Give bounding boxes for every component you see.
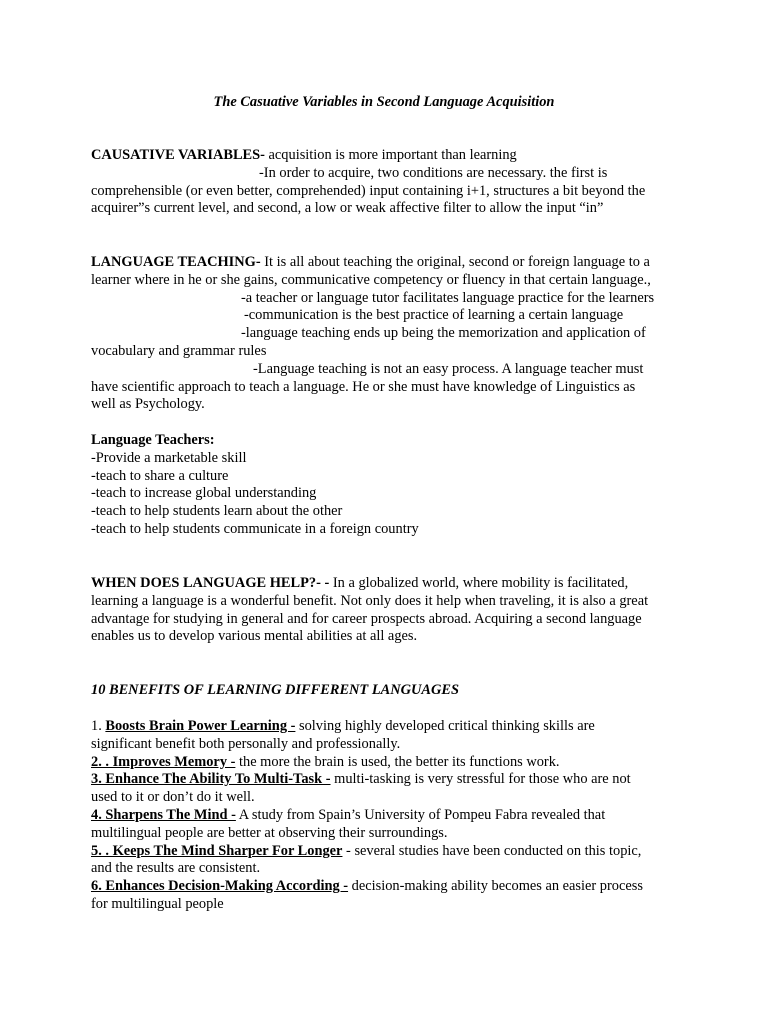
benefit-6-line-2: for multilingual people — [91, 895, 224, 912]
benefit-1-title: Boosts Brain Power Learning - — [105, 718, 296, 734]
help-line-0 — [91, 575, 691, 593]
benefit-3-title: 3. Enhance The Ability To Multi-Task - — [91, 771, 331, 788]
benefit-1-number: 1. — [91, 718, 106, 734]
teaching-line-3: -communication is the best practice of learning a certain language — [244, 307, 624, 324]
benefit-4-line-1 — [91, 807, 691, 825]
teaching-heading: LANGUAGE TEACHING- — [91, 254, 261, 270]
benefit-6-line-1 — [91, 878, 691, 896]
benefit-1-text: solving highly developed critical thinking skills are — [295, 718, 595, 734]
benefit-6-text: decision-making ability becomes an easier process — [348, 878, 643, 895]
teachers-item: -teach to increase global understanding — [91, 485, 317, 502]
benefit-1-line-2: significant benefit both personally and professionally. — [91, 735, 401, 752]
teaching-line-4: -language teaching ends up being the memorization and application of — [241, 325, 646, 342]
benefit-4-text: A study from Spain’s University of Pompeu Fabra revealed that — [235, 806, 606, 823]
causative-section — [91, 147, 691, 218]
benefit-3-line-2: used to it or don’t do it well. — [91, 789, 255, 806]
teachers-section — [91, 432, 691, 539]
causative-line-0 — [91, 147, 691, 165]
teachers-item: -teach to help students learn about the other — [91, 503, 343, 520]
teaching-section — [91, 254, 691, 414]
help-intro: In a globalized world, where mobility is facilitated, — [329, 575, 629, 591]
help-line-1: learning a language is a wonderful benefit. Not only does it help when traveling, it is also a great — [91, 592, 649, 609]
benefit-5-line-1 — [91, 843, 691, 861]
teaching-line-6: -Language teaching is not an easy process. A language teacher must — [253, 360, 644, 377]
benefit-4-line-2: multilingual people are better at observing their surroundings. — [91, 824, 448, 841]
causative-line-2: comprehensible (or even better, comprehended) input containing i+1, structures a bit beyond the — [91, 182, 646, 199]
document-title: The Casuative Variables in Second Language Acquisition — [213, 94, 555, 110]
teachers-item: -teach to share a culture — [91, 467, 229, 484]
benefit-2-line-1 — [91, 754, 691, 772]
help-line-3: enables us to develop various mental abilities at all ages. — [91, 628, 418, 645]
benefit-5-text: - several studies have been conducted on this topic, — [342, 842, 642, 859]
teaching-line-2: -a teacher or language tutor facilitates language practice for the learners — [241, 289, 655, 306]
teaching-line-0 — [91, 254, 691, 272]
benefit-3-line-1 — [91, 771, 691, 789]
benefits-list — [91, 718, 691, 914]
teaching-line-1: learner where in he or she gains, communicative competency or fluency in that certain language., — [91, 271, 651, 288]
benefit-2-text: the more the brain is used, the better its functions work. — [235, 753, 560, 770]
teaching-intro: It is all about teaching the original, second or foreign language to a — [260, 254, 650, 270]
causative-intro: acquisition is more important than learning — [264, 147, 517, 163]
help-section — [91, 575, 691, 646]
benefits-heading: 10 BENEFITS OF LEARNING DIFFERENT LANGUAGES — [91, 682, 459, 698]
teachers-item: -Provide a marketable skill — [91, 449, 247, 466]
help-line-2: advantage for studying in general and for career prospects abroad. Acquiring a second language — [91, 610, 642, 627]
benefit-6-title: 6. Enhances Decision-Making According - — [91, 878, 349, 895]
help-heading: WHEN DOES LANGUAGE HELP?- - — [91, 575, 330, 591]
benefit-5-title: 5. . Keeps The Mind Sharper For Longer — [91, 842, 343, 859]
teachers-heading-text: Language Teachers: — [91, 432, 215, 448]
benefits-heading-block — [91, 682, 691, 700]
teaching-line-5: vocabulary and grammar rules — [91, 342, 267, 359]
causative-heading: CAUSATIVE VARIABLES- — [91, 147, 265, 163]
benefit-3-text: multi-tasking is very stressful for those who are not — [330, 771, 631, 788]
benefit-2-title: 2. . Improves Memory - — [91, 753, 236, 770]
causative-line-3: acquirer”s current level, and second, a low or weak affective filter to allow the input “in” — [91, 200, 604, 217]
benefit-4-title: 4. Sharpens The Mind - — [91, 806, 236, 823]
teaching-line-7: have scientific approach to teach a language. He or she must have knowledge of Linguistics as — [91, 378, 636, 395]
causative-line-1: -In order to acquire, two conditions are necessary. the first is — [259, 164, 608, 181]
teachers-heading — [91, 432, 691, 450]
benefit-1-line-1 — [91, 718, 691, 736]
teaching-line-8: well as Psychology. — [91, 396, 205, 413]
teachers-item: -teach to help students communicate in a foreign country — [91, 520, 419, 537]
benefit-5-line-2: and the results are consistent. — [91, 860, 261, 877]
